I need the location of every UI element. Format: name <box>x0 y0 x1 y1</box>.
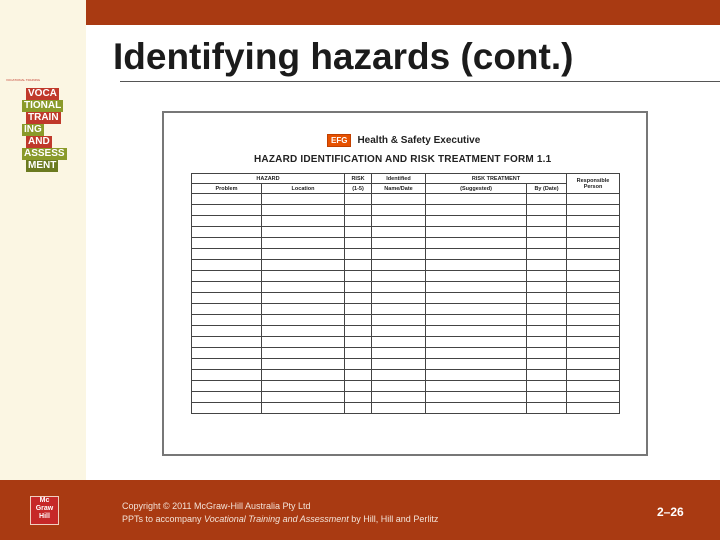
form-title: HAZARD IDENTIFICATION AND RISK TREATMENT FORM 1.1 <box>254 154 552 165</box>
table-cell <box>426 249 527 260</box>
table-cell <box>567 315 620 326</box>
table-cell <box>192 271 262 282</box>
table-cell <box>262 282 345 293</box>
table-cell <box>567 271 620 282</box>
table-cell <box>262 392 345 403</box>
table-cell <box>345 359 372 370</box>
table-cell <box>372 348 426 359</box>
table-cell <box>372 271 426 282</box>
table-cell <box>372 304 426 315</box>
copyright-line1: Copyright © 2011 McGraw-Hill Australia Pty Ltd <box>122 501 311 511</box>
table-row <box>192 315 620 326</box>
table-row <box>192 271 620 282</box>
table-cell <box>192 216 262 227</box>
table-cell <box>527 205 567 216</box>
table-cell <box>567 260 620 271</box>
table-cell <box>372 227 426 238</box>
header-risk: RISK <box>345 174 372 184</box>
table-cell <box>527 194 567 205</box>
copyright-prefix: PPTs to accompany <box>122 514 205 524</box>
table-cell <box>345 392 372 403</box>
table-cell <box>345 304 372 315</box>
table-row <box>192 216 620 227</box>
header-identified: Identified <box>372 174 426 184</box>
header-risk-scale: (1-5) <box>345 184 372 194</box>
table-row <box>192 282 620 293</box>
table-cell <box>345 271 372 282</box>
table-cell <box>426 205 527 216</box>
header-responsible-person: Responsible Person <box>567 174 620 194</box>
table-cell <box>426 260 527 271</box>
book-cover-line: TRAIN <box>28 112 59 123</box>
table-cell <box>372 403 426 414</box>
book-cover-line: AND <box>28 136 50 147</box>
form-header <box>327 134 480 147</box>
top-accent-bar <box>86 0 720 25</box>
header-problem: Problem <box>192 184 262 194</box>
table-cell <box>527 227 567 238</box>
table-cell <box>262 260 345 271</box>
table-cell <box>567 337 620 348</box>
table-row <box>192 205 620 216</box>
table-cell <box>262 238 345 249</box>
table-cell <box>426 337 527 348</box>
table-row <box>192 326 620 337</box>
table-cell <box>567 359 620 370</box>
table-cell <box>262 249 345 260</box>
header-risk-treatment: RISK TREATMENT <box>426 174 567 184</box>
table-row <box>192 392 620 403</box>
table-cell <box>426 348 527 359</box>
table-cell <box>426 227 527 238</box>
table-cell <box>527 348 567 359</box>
table-cell <box>527 326 567 337</box>
table-cell <box>527 271 567 282</box>
table-cell <box>426 326 527 337</box>
table-cell <box>567 403 620 414</box>
table-cell <box>527 381 567 392</box>
table-cell <box>372 194 426 205</box>
table-cell <box>426 392 527 403</box>
table-row <box>192 348 620 359</box>
hazard-form-table <box>191 173 619 399</box>
table-cell <box>345 293 372 304</box>
table-cell <box>567 238 620 249</box>
header-hazard: HAZARD <box>192 174 345 184</box>
table-cell <box>426 194 527 205</box>
table-cell <box>426 238 527 249</box>
table-cell <box>527 392 567 403</box>
table-cell <box>262 326 345 337</box>
table-cell <box>345 282 372 293</box>
table-cell <box>192 282 262 293</box>
table-cell <box>567 381 620 392</box>
logo-line: Hill <box>39 513 50 520</box>
table-cell <box>262 216 345 227</box>
table-cell <box>567 304 620 315</box>
table-cell <box>192 359 262 370</box>
table-cell <box>426 403 527 414</box>
copyright-suffix: by Hill, Hill and Perlitz <box>348 514 439 524</box>
table-cell <box>372 216 426 227</box>
header-name-date: Name/Date <box>372 184 426 194</box>
book-cover-line: TIONAL <box>24 100 62 111</box>
table-cell <box>426 293 527 304</box>
table-cell <box>345 216 372 227</box>
table-cell <box>426 315 527 326</box>
table-cell <box>262 370 345 381</box>
table-cell <box>527 249 567 260</box>
table-row <box>192 238 620 249</box>
table-cell <box>527 282 567 293</box>
table-cell <box>527 293 567 304</box>
table-cell <box>345 227 372 238</box>
table-cell <box>567 326 620 337</box>
table-cell <box>372 337 426 348</box>
table-cell <box>567 205 620 216</box>
logo-line: Mc <box>39 497 50 504</box>
table-cell <box>567 392 620 403</box>
table-cell <box>345 249 372 260</box>
table-cell <box>192 337 262 348</box>
table-cell <box>345 381 372 392</box>
table-cell <box>527 403 567 414</box>
table-cell <box>567 282 620 293</box>
table-cell <box>262 348 345 359</box>
table-cell <box>262 403 345 414</box>
table-cell <box>192 392 262 403</box>
table-cell <box>345 238 372 249</box>
table-cell <box>345 326 372 337</box>
table-row <box>192 194 620 205</box>
table-cell <box>567 194 620 205</box>
table-cell <box>372 205 426 216</box>
title-underline <box>120 81 720 82</box>
table-cell <box>192 315 262 326</box>
table-cell <box>372 381 426 392</box>
header-location: Location <box>262 184 345 194</box>
table-cell <box>192 304 262 315</box>
table-cell <box>262 337 345 348</box>
table-cell <box>426 216 527 227</box>
table-row <box>192 249 620 260</box>
table-cell <box>372 249 426 260</box>
book-cover-line: VOCA <box>28 88 57 99</box>
table-row <box>192 370 620 381</box>
book-cover-line: ASSESS <box>24 148 65 159</box>
table-cell <box>192 227 262 238</box>
table-cell <box>372 392 426 403</box>
table-header-row <box>192 174 620 184</box>
table-cell <box>426 304 527 315</box>
table-cell <box>426 282 527 293</box>
table-cell <box>192 326 262 337</box>
table-subheader-row <box>192 184 620 194</box>
mcgraw-hill-logo <box>30 496 59 525</box>
table-cell <box>192 293 262 304</box>
table-cell <box>372 326 426 337</box>
table-cell <box>192 238 262 249</box>
table-cell <box>345 337 372 348</box>
table-row <box>192 227 620 238</box>
efg-logo-badge: EFG <box>327 134 351 147</box>
table-cell <box>345 403 372 414</box>
book-cover-line: MENT <box>28 160 57 171</box>
table-cell <box>527 370 567 381</box>
table-row <box>192 403 620 414</box>
header-by-date: By (Date) <box>527 184 567 194</box>
table-cell <box>527 359 567 370</box>
table-row <box>192 359 620 370</box>
table-cell <box>426 271 527 282</box>
table-cell <box>345 205 372 216</box>
table-cell <box>567 293 620 304</box>
organisation-name: Health & Safety Executive <box>357 135 481 146</box>
table-cell <box>262 315 345 326</box>
book-title: Vocational Training and Assessment <box>204 514 349 524</box>
table-cell <box>426 370 527 381</box>
table-cell <box>192 260 262 271</box>
table-cell <box>192 381 262 392</box>
table-cell <box>372 293 426 304</box>
table-cell <box>372 370 426 381</box>
table-cell <box>372 315 426 326</box>
book-cover-line: ING <box>24 124 42 135</box>
table-cell <box>192 348 262 359</box>
table-cell <box>192 249 262 260</box>
table-row <box>192 304 620 315</box>
logo-line: Graw <box>35 505 54 512</box>
table-cell <box>192 403 262 414</box>
book-cover-small-text: VOCATIONAL TRAINING <box>6 78 41 82</box>
table-cell <box>527 337 567 348</box>
table-cell <box>527 304 567 315</box>
slide-title: Identifying hazards (cont.) <box>113 36 574 77</box>
header-suggested: (Suggested) <box>426 184 527 194</box>
table-cell <box>262 227 345 238</box>
table-cell <box>527 315 567 326</box>
table-cell <box>567 227 620 238</box>
table-cell <box>527 238 567 249</box>
table-cell <box>192 205 262 216</box>
table-cell <box>262 359 345 370</box>
table-cell <box>567 249 620 260</box>
table-cell <box>426 381 527 392</box>
table-cell <box>192 370 262 381</box>
table-cell <box>527 216 567 227</box>
table-cell <box>567 348 620 359</box>
page-number: 2–26 <box>657 505 684 519</box>
copyright-line2 <box>122 513 438 526</box>
table-cell <box>372 359 426 370</box>
table-cell <box>262 293 345 304</box>
sidebar-panel <box>0 0 86 480</box>
copyright-notice <box>122 500 438 526</box>
table-cell <box>372 282 426 293</box>
table-cell <box>345 315 372 326</box>
table-cell <box>527 260 567 271</box>
table-cell <box>262 271 345 282</box>
table-cell <box>345 194 372 205</box>
table-cell <box>345 370 372 381</box>
table-cell <box>345 260 372 271</box>
table-cell <box>372 238 426 249</box>
table-cell <box>262 205 345 216</box>
table-row <box>192 260 620 271</box>
table-row <box>192 337 620 348</box>
table-cell <box>567 216 620 227</box>
table-cell <box>262 304 345 315</box>
table-cell <box>262 194 345 205</box>
table-row <box>192 381 620 392</box>
table-cell <box>372 260 426 271</box>
table-cell <box>192 194 262 205</box>
table-cell <box>426 359 527 370</box>
table-cell <box>345 348 372 359</box>
table-cell <box>262 381 345 392</box>
table-cell <box>567 370 620 381</box>
table-row <box>192 293 620 304</box>
book-cover <box>6 78 84 190</box>
